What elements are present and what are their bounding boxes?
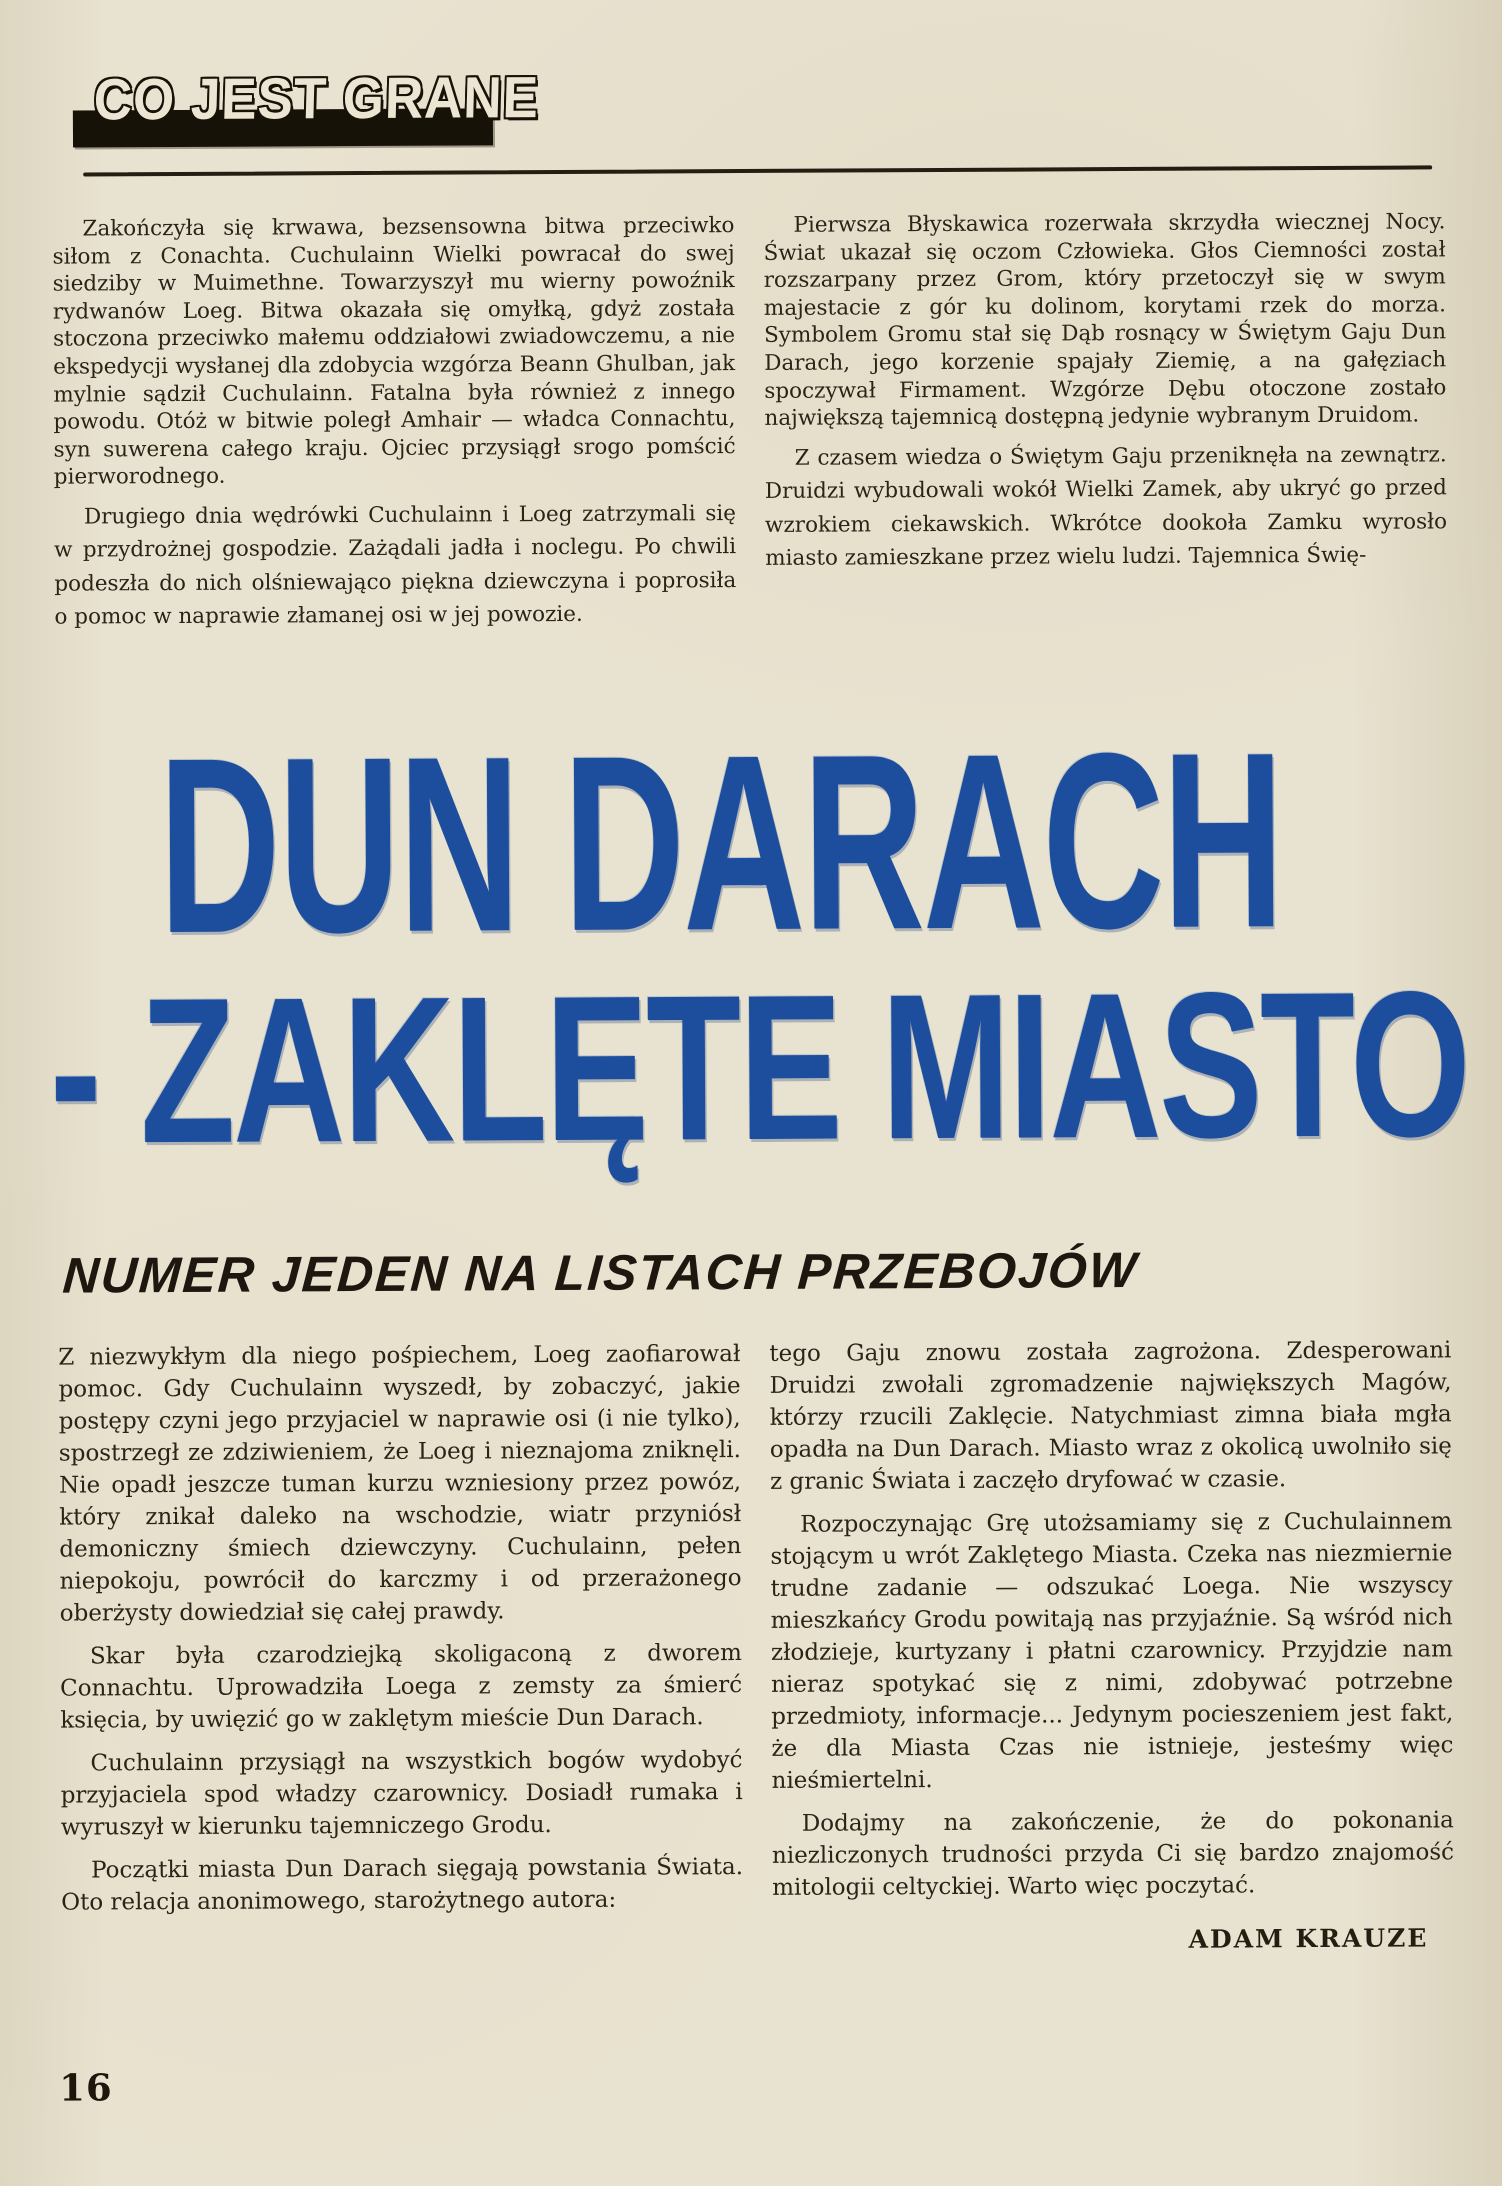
body-paragraph: Skar była czarodziejką skoligaconą z dworem Connachtu. Uprowadziła Loega z zemsty za śmierć księcia, by uwięzić go w zaklętym mieście Dun Darach. [60, 1640, 743, 1734]
article-title-line-2: - ZAKLĘTE MIASTO [49, 948, 1470, 1187]
intro-paragraph: Drugiego dnia wędrówki Cuchulainn i Loeg zatrzymali się w przydrożnej gospodzie. Zażądali jadła i noclegu. Po chwili podeszła do nich olśniewająco piękna dziewczyna i poprosiła o pomoc w naprawie złamanej osi w jej powozie. [54, 501, 737, 630]
intro-paragraph: Z czasem wiedza o Świętym Gaju przeniknęła na zewnątrz. Druidzi wybudowali wokół Wielki Zamek, aby ukryć go przed wzrokiem ciekawskich. Wkrótce dookoła Zamku wyrosło miasto zamieszkane przez wielu ludzi. Tajemnica Świę- [764, 442, 1448, 571]
header-divider [83, 165, 1432, 176]
body-left-column [58, 1338, 743, 1962]
body-paragraph: Cuchulainn przysiągł na wszystkich bogów wydobyć przyjaciela spod władzy czarownicy. Dosiadł rumaka i wyruszył w kierunku tajemniczego Grodu. [60, 1747, 743, 1841]
body-paragraph: Początki miasta Dun Darach sięgają powstania Świata. Oto relacja anonimowego, starożytnego autora: [61, 1854, 744, 1916]
body-right-column [769, 1334, 1454, 1958]
intro-paragraph: Pierwsza Błyskawica rozerwała skrzydła wiecznej Nocy. Świat ukazał się oczom Człowieka. Głos Ciemności został rozszarpany przez Grom, który przetoczył się w swym majestacie z gór ku dolinom, korytami rzek do morza. Symbolem Gromu stał się Dąb rosnący w Świętym Gaju Dun Darach, jego korzenie spajały Ziemię, a na gałęziach spoczywał Firmament. Wzgórze Dębu otoczone zostało największą tajemnicą dostępną jedynie wybranym Druidom. [763, 209, 1447, 432]
section-logo-title: CO JEST GRANE [92, 65, 540, 133]
author-byline: ADAM KRAUZE [1188, 1923, 1429, 1954]
intro-right-column [763, 208, 1447, 630]
body-paragraph: Z niezwykłym dla niego pośpiechem, Loeg zaofiarował pomoc. Gdy Cuchulainn wyszedł, by zobaczyć, jakie postępy czyni jego przyjaciel w naprawie osi (i nie tylko), spostrzegł ze zdziwieniem, że Loeg i nieznajoma zniknęli. Nie opadł jeszcze tuman kurzu wzniesiony przez powóz, który znikał daleko na wschodzie, wiatr przyniósł demoniczny śmiech dziewczyny. Cuchulainn, pełen niepokoju, powrócił do karczmy i od przerażonego oberżysty dowiedział się całej prawdy. [58, 1341, 742, 1627]
intro-left-column [52, 212, 736, 634]
intro-columns [52, 208, 1447, 634]
section-logo [73, 67, 593, 160]
article-title-line-1: DUN DARACH [157, 700, 1283, 986]
body-paragraph: Rozpoczynając Grę utożsamiamy się z Cuchulainnem stojącym u wrót Zaklętego Miasta. Czeka nas niezmiernie trudne zadanie — odszukać Loega. Nie wszyscy mieszkańcy Grodu powitają nas przyjaźnie. Są wśród nich złodzieje, kurtyzany i płatni czarownicy. Przyjdzie nam nieraz spotykać się z nimi, zdobywać potrzebne przedmioty, informacje... Jedynym pocieszeniem jest fakt, że dla Miasta Czas nie istnieje, jesteśmy więc nieśmiertelni. [770, 1508, 1454, 1794]
body-paragraph: tego Gaju znowu została zagrożona. Zdesperowani Druidzi zwołali zgromadzenie największych Magów, którzy rzucili Zaklęcie. Natychmiast zimna biała mgła opadła na Dun Darach. Miasto wraz z okolicą uwolniło się z granic Świata i zaczęło dryfować w czasie. [769, 1337, 1452, 1495]
intro-paragraph: Zakończyła się krwawa, bezsensowna bitwa przeciwko siłom z Conachta. Cuchulainn Wielki powracał do swej siedziby w Muimethne. Towarzyszył mu wierny powoźnik rydwanów Loeg. Bitwa okazała się omyłką, gdyż została stoczona przeciwko małemu oddziałowi zwiadowczemu, a nie ekspedycji wysłanej dla zdobycia wzgórza Beann Ghulban, jak mylnie sądził Cuchulainn. Fatalna była również z innego powodu. Otóż w bitwie poległ Amhair — władca Connachtu, syn suwerena całego kraju. Ojciec przysiągł srogo pomścić pierworodnego. [52, 213, 736, 490]
article-subtitle: NUMER JEDEN NA LISTACH PRZEBOJÓW [61, 1241, 1140, 1304]
body-paragraph: Dodajmy na zakończenie, że do pokonania niezliczonych trudności przyda Ci się bardzo znajomość mitologii celtyckiej. Warto więc poczytać. [771, 1807, 1455, 1901]
body-columns [58, 1334, 1454, 1961]
page-number: 16 [59, 2065, 113, 2110]
